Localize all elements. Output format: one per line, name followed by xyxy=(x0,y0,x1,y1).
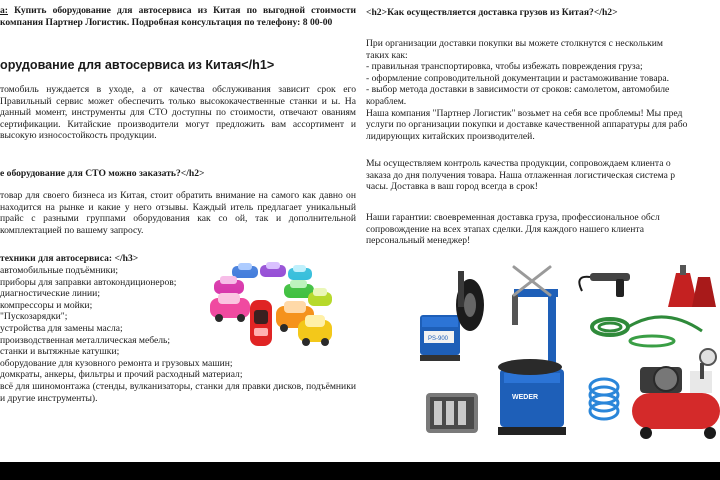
text-line: - выбор метода доставки в зависимости от сроков: самолетом, автомобиле xyxy=(366,84,670,96)
list-item: станки и вытяжные катушки; xyxy=(0,346,120,358)
text-line: услуги по организации покупки и доставке качественной аппаратуры для рабо xyxy=(366,119,688,131)
list-item: всё для шиномонтажа (стенды, вулканизаторы, станки для правки дисков, подъёмники и другие инструменты). xyxy=(0,380,356,404)
subheading-order: е оборудование для СТО можно заказать?</h2> xyxy=(0,168,205,179)
text-line: часы. Доставка в ваш город всегда в срок! xyxy=(366,181,538,193)
text-line: таких как: xyxy=(366,49,408,61)
list-item: домкраты, анкеры, фильтры и прочий расходный материал; xyxy=(0,369,243,381)
list-item: приборы для заправки автокондиционеров; xyxy=(0,276,177,288)
text-line: Мы осуществляем контроль качества продукции, сопровождаем клиента о xyxy=(366,158,671,169)
garage-equipment-image xyxy=(414,265,720,462)
text-line: персональный менеджер! xyxy=(366,235,471,247)
intro-paragraph: томобиль нуждается в уходе, а от качества обслуживания зависит срок его Правильный сервис может обеспечить только высококачественные станки и ы. На данный момент, инструменты для СТО доступны по стоимости, отвечают ованиям сертификации. Китайские производители могут предложить вам ассортимент и высокую износостойкость продукции. xyxy=(0,84,356,142)
coil-hose xyxy=(590,379,618,419)
tire-changer xyxy=(498,289,566,435)
list-item: устройства для замены масла; xyxy=(0,322,123,334)
meta-title xyxy=(0,5,356,28)
list-item: компрессоры и мойки; xyxy=(0,299,93,311)
text-line: сопровождение на всех этапах сделки. Для каждого нашего клиента xyxy=(366,223,644,235)
tool-case xyxy=(426,393,478,433)
text-line: кораблем. xyxy=(366,95,407,107)
machine-model-label: PS-900 xyxy=(428,336,449,342)
meta-title-text: Купить оборудование для автосервиса из Китая по выгодной стоимости компания Партнер Логистик. Подробная консультация по телефону: 8 00-00 xyxy=(0,5,356,28)
guarantees-paragraph xyxy=(366,212,720,247)
text-line: заказа до дня получения товара. Наша отлаженная логистическая система р xyxy=(366,169,676,181)
list-item: диагностические линии; xyxy=(0,288,100,300)
wheel-balancer xyxy=(420,271,484,361)
colorful-cars-image xyxy=(210,262,334,350)
left-column xyxy=(0,0,358,462)
machine-brand-label: WEDER xyxy=(512,394,539,401)
air-gun xyxy=(579,273,630,297)
main-heading: орудование для автосервиса из Китая</h1> xyxy=(0,58,275,72)
list-item: автомобильные подъёмники; xyxy=(0,265,119,276)
meta-title-prefix: а: xyxy=(0,5,8,16)
list-item: "Пускозарядки"; xyxy=(0,311,68,323)
jack-stands xyxy=(668,265,716,307)
list-item: производственная металлическая мебель; xyxy=(0,334,171,346)
text-line: лидирующих китайских производителей. xyxy=(366,130,535,142)
delivery-heading: <h2>Как осуществляется доставка грузов из Китая?</h2> xyxy=(366,7,618,18)
air-hoses xyxy=(592,317,702,346)
car-red xyxy=(250,300,272,346)
text-line: Наша компания "Партнер Логистик" возьмет на себя все проблемы! Мы пред xyxy=(366,107,683,119)
text-line: Наши гарантии: своевременная доставка груза, профессиональное обсл xyxy=(366,212,660,223)
list-item: оборудование для кузовного ремонта и грузовых машин; xyxy=(0,357,233,369)
order-paragraph: товар для своего бизнеса из Китая, стоит обратить внимание на самого как давно он находится на рынке и какие у него отзывы. Каждый итель предлагает уникальный прайс с разными группами оборудования как со ой, так и дополнительной комплектацией по вашему запросу. xyxy=(0,190,356,236)
air-compressor xyxy=(632,367,720,439)
text-line: При организации доставки покупки вы можете столкнутся с нескольким xyxy=(366,38,663,49)
text-line: - правильная транспортировка, чтобы избежать повреждения груза; xyxy=(366,61,643,73)
subheading-equipment-types: техники для автосервиса: </h3> xyxy=(0,253,139,264)
right-column xyxy=(366,0,720,462)
text-line: - оформление сопроводительной документации и растаможивание товара. xyxy=(366,72,670,84)
quality-paragraph xyxy=(366,158,720,193)
delivery-paragraph xyxy=(366,38,720,142)
